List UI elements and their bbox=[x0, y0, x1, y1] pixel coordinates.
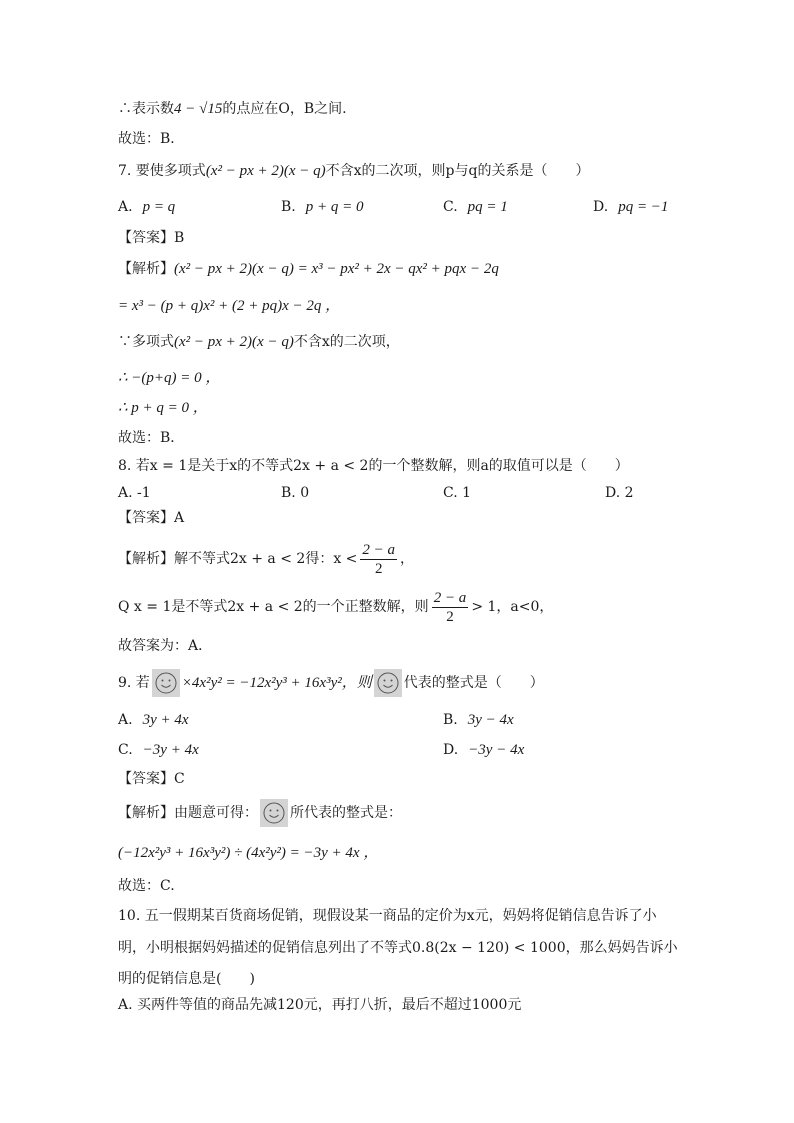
q8-answer: 【答案】A bbox=[118, 510, 185, 526]
q7-option-d: D. pq = −1 bbox=[593, 199, 669, 215]
text: ∴表示数 bbox=[118, 101, 174, 117]
q7-solution-5: ∴ p + q = 0 ， bbox=[118, 400, 208, 416]
q9-solution-2: (−12x²y³ + 16x³y²) ÷ (4x²y²) = −3y + 4x ， bbox=[118, 845, 379, 861]
q8-option-b: B. 0 bbox=[281, 485, 310, 501]
q7-solution-1: 【解析】(x² − px + 2)(x − q) = x³ − px² + 2x − qx² + pqx − 2q bbox=[118, 261, 499, 277]
q9-answer: 【答案】C bbox=[118, 771, 185, 787]
math-expr: 4 − √15 bbox=[174, 101, 223, 117]
question-7 bbox=[118, 161, 589, 181]
q9-option-d: D. −3y − 4x bbox=[443, 742, 525, 758]
question-9: 9. 若 ×4x²y² = −12x²y³ + 16x³y²，则 代表的整式是（ ） bbox=[118, 666, 544, 700]
q8-end: 故答案为：A． bbox=[118, 638, 213, 654]
q8-option-c: C. 1 bbox=[443, 485, 472, 501]
q9-option-a: A. 3y + 4x bbox=[118, 712, 189, 728]
q7-option-b: B. p + q = 0 bbox=[281, 199, 364, 215]
q7-end: 故选：B． bbox=[118, 430, 185, 446]
q7-option-a: A. p = q bbox=[118, 199, 176, 215]
q9-solution-1: 【解析】由题意可得： 所代表的整式是： bbox=[118, 796, 402, 830]
q7-answer: 【答案】B bbox=[118, 230, 185, 246]
q9-option-b: B. 3y − 4x bbox=[443, 712, 514, 728]
q10-option-a: A. 买两件等值的商品先减120元，再打八折，最后不超过1000元 bbox=[118, 997, 522, 1013]
smiley-face-icon bbox=[152, 669, 180, 697]
q9-option-c: C. −3y + 4x bbox=[118, 742, 199, 758]
smiley-face-icon bbox=[374, 669, 402, 697]
q7-option-c: C. pq = 1 bbox=[443, 199, 508, 215]
q7-solution-3: ∵多项式(x² − px + 2)(x − q)不含x的二次项， bbox=[118, 334, 400, 350]
q7-solution-4: ∴ −(p+q) = 0 ， bbox=[118, 370, 221, 386]
line-choose: 故选：B． bbox=[118, 131, 185, 147]
text: 的点应在O，B之间. bbox=[222, 101, 347, 117]
question-10-line-3: 明的促销信息是( ) bbox=[118, 971, 255, 987]
question-10-line-1: 10. 五一假期某百货商场促销，现假设某一商品的定价为x元，妈妈将促销信息告诉了小 bbox=[118, 908, 657, 924]
line-conclusion bbox=[118, 99, 347, 119]
text: 不含x的二次项，则p与q的关系是（ ） bbox=[325, 163, 590, 179]
math-expr: (x² − px + 2)(x − q) bbox=[205, 163, 326, 179]
fraction: $\frac{2 - a}{2}$ bbox=[362, 541, 396, 577]
q8-solution-1: 【解析】解不等式2x + a < 2得：x < $\frac{2 - a}{2}$ ， bbox=[118, 541, 415, 577]
q9-end: 故选：C. bbox=[118, 878, 175, 894]
smiley-face-icon bbox=[260, 799, 288, 827]
q8-option-d: D. 2 bbox=[605, 485, 634, 501]
question-8: 8. 若x = 1是关于x的不等式2x + a < 2的一个整数解，则a的取值可以是（ ） bbox=[118, 458, 629, 474]
q7-solution-2: = x³ − (p + q)x² + (2 + pq)x − 2q ， bbox=[118, 298, 341, 314]
fraction: $\frac{2 - a}{2}$ bbox=[433, 589, 467, 625]
text: 7. 要使多项式 bbox=[118, 163, 206, 179]
question-10-line-2: 明，小明根据妈妈描述的促销信息列出了不等式0.8(2x − 120) < 1000，那么妈妈告诉小 bbox=[118, 940, 678, 956]
q8-option-a: A. -1 bbox=[118, 485, 151, 501]
q8-solution-2: Q x = 1是不等式2x + a < 2的一个正整数解，则 $\frac{2 - a}{2}$ > 1，a<0， bbox=[118, 589, 554, 625]
